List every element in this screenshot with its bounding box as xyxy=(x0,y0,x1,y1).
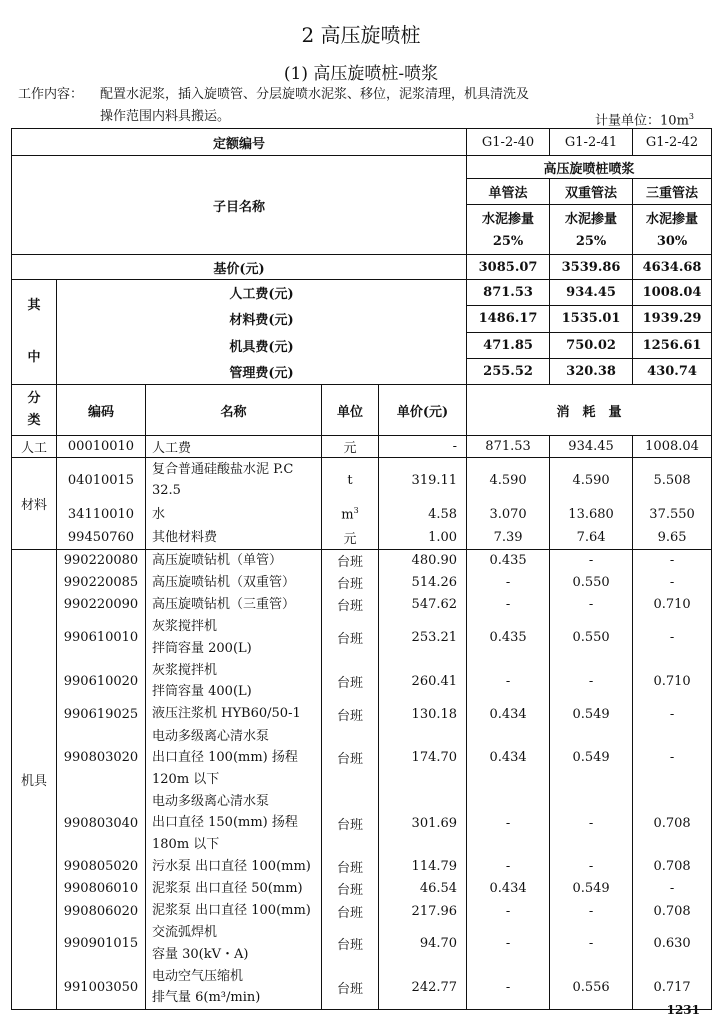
base-price-2: 3539.86 xyxy=(550,255,633,280)
among-label xyxy=(12,280,57,385)
machinery-value-2: - xyxy=(550,659,633,703)
machinery-value-3: - xyxy=(633,616,712,660)
machinery-price: 46.54 xyxy=(379,878,467,900)
machinery-name xyxy=(146,550,322,572)
mix-label-3: 水泥掺量 xyxy=(633,205,712,230)
machinery-value-3: 0.710 xyxy=(633,594,712,616)
unit-label: 计量单位：10m xyxy=(595,113,689,129)
machinery-unit: 台班 xyxy=(322,550,379,572)
col-category-top: 分 xyxy=(27,391,41,406)
labor-name: 人工费 xyxy=(146,436,322,458)
machinery-name-line: 电动多级离心清水泵 xyxy=(152,728,270,744)
machinery-value-2: - xyxy=(550,856,633,878)
material-unit-sup: 3 xyxy=(353,506,359,516)
machinery-value-1: - xyxy=(467,922,550,966)
machinery-name xyxy=(146,900,322,922)
among-label-bottom: 中 xyxy=(27,350,41,365)
machinery-value-2: 0.550 xyxy=(550,572,633,594)
quota-code-1: G1-2-40 xyxy=(467,129,550,156)
machinery-value-2: 0.549 xyxy=(550,725,633,790)
item-name-label: 子目名称 xyxy=(12,156,467,255)
machinery-price: 301.69 xyxy=(379,791,467,856)
machinery-code: 991003050 xyxy=(57,966,146,1010)
machinery-price: 547.62 xyxy=(379,594,467,616)
col-price: 单价(元) xyxy=(379,385,467,436)
mix-pct-3: 30% xyxy=(633,230,712,255)
machinery-value-3: - xyxy=(633,550,712,572)
labor-value-3: 1008.04 xyxy=(633,436,712,458)
material-code: 34110010 xyxy=(57,503,146,527)
machinery-code: 990803040 xyxy=(57,791,146,856)
machinery-value-1: - xyxy=(467,659,550,703)
fee-label-machinery: 机具费(元) xyxy=(57,332,467,358)
machinery-value-3: - xyxy=(633,572,712,594)
fee-management-3: 430.74 xyxy=(633,358,712,384)
machinery-value-3: 0.630 xyxy=(633,922,712,966)
among-label-top: 其 xyxy=(27,298,41,313)
machinery-value-2: 0.556 xyxy=(550,966,633,1010)
machinery-name xyxy=(146,922,322,966)
machinery-value-3: 0.710 xyxy=(633,659,712,703)
labor-category: 人工 xyxy=(12,436,57,458)
labor-value-2: 934.45 xyxy=(550,436,633,458)
machinery-unit: 台班 xyxy=(322,878,379,900)
machinery-code: 990220080 xyxy=(57,550,146,572)
machinery-name-line: 高压旋喷钻机（双重管） xyxy=(152,574,296,590)
material-unit xyxy=(322,526,379,550)
machinery-value-3: - xyxy=(633,703,712,725)
unit-sup: 3 xyxy=(688,112,694,121)
machinery-price: 242.77 xyxy=(379,966,467,1010)
machinery-value-1: - xyxy=(467,594,550,616)
machinery-name xyxy=(146,703,322,725)
material-code: 04010015 xyxy=(57,458,146,503)
group-title: 高压旋喷桩喷浆 xyxy=(467,156,712,179)
machinery-name xyxy=(146,616,322,660)
machinery-name-line: 高压旋喷钻机（单管） xyxy=(152,553,283,569)
material-value-2: 7.64 xyxy=(550,526,633,550)
machinery-name-line: 高压旋喷钻机（三重管） xyxy=(152,596,296,612)
material-name-line: 复合普通硅酸盐水泥 P.C xyxy=(152,461,294,477)
machinery-value-1: 0.434 xyxy=(467,725,550,790)
machinery-price: 514.26 xyxy=(379,572,467,594)
machinery-name xyxy=(146,572,322,594)
machinery-value-2: - xyxy=(550,594,633,616)
material-unit-text: t xyxy=(347,472,353,488)
material-value-3: 37.550 xyxy=(633,503,712,527)
material-unit xyxy=(322,458,379,503)
machinery-value-1: 0.434 xyxy=(467,703,550,725)
fee-labor-3: 1008.04 xyxy=(633,280,712,306)
machinery-unit: 台班 xyxy=(322,616,379,660)
material-unit-text: 元 xyxy=(343,532,357,547)
subsection-title: (1) 高压旋喷桩-喷浆 xyxy=(283,64,439,84)
fee-label-material: 材料费(元) xyxy=(57,306,467,332)
quota-no-label: 定额编号 xyxy=(12,129,467,156)
machinery-value-1: - xyxy=(467,791,550,856)
machinery-name-line: 电动多级离心清水泵 xyxy=(152,793,270,809)
machinery-name xyxy=(146,791,322,856)
machinery-value-2: - xyxy=(550,791,633,856)
mix-pct-2: 25% xyxy=(550,230,633,255)
fee-label-labor: 人工费(元) xyxy=(57,280,467,306)
machinery-code: 990806020 xyxy=(57,900,146,922)
machinery-code: 990805020 xyxy=(57,856,146,878)
mix-label-1: 水泥掺量 xyxy=(467,205,550,230)
machinery-value-3: 0.708 xyxy=(633,791,712,856)
labor-code: 00010010 xyxy=(57,436,146,458)
machinery-code: 990610010 xyxy=(57,616,146,660)
quota-table xyxy=(11,128,712,1010)
quota-code-3: G1-2-42 xyxy=(633,129,712,156)
fee-labor-2: 934.45 xyxy=(550,280,633,306)
fee-machinery-2: 750.02 xyxy=(550,332,633,358)
machinery-name-line: 180m 以下 xyxy=(152,836,220,852)
method-3: 三重管法 xyxy=(633,179,712,205)
col-name: 名称 xyxy=(146,385,322,436)
machinery-unit: 台班 xyxy=(322,900,379,922)
machinery-unit: 台班 xyxy=(322,572,379,594)
machinery-value-2: 0.549 xyxy=(550,878,633,900)
fee-machinery-3: 1256.61 xyxy=(633,332,712,358)
material-name xyxy=(146,503,322,527)
machinery-price: 480.90 xyxy=(379,550,467,572)
col-consumption: 消 耗 量 xyxy=(467,385,712,436)
material-value-2: 4.590 xyxy=(550,458,633,503)
machinery-name-line: 容量 30(kV・A) xyxy=(152,946,249,962)
machinery-name-line: 污水泵 出口直径 100(mm) xyxy=(152,859,311,875)
material-price: 1.00 xyxy=(379,526,467,550)
machinery-name-line: 灰浆搅拌机 xyxy=(152,619,218,635)
material-unit-text: m xyxy=(341,507,354,523)
labor-value-1: 871.53 xyxy=(467,436,550,458)
col-category-bottom: 类 xyxy=(27,413,41,428)
material-value-3: 5.508 xyxy=(633,458,712,503)
machinery-name-line: 液压注浆机 HYB60/50-1 xyxy=(152,706,301,722)
fee-labor-1: 871.53 xyxy=(467,280,550,306)
machinery-unit: 台班 xyxy=(322,725,379,790)
machinery-value-1: - xyxy=(467,966,550,1010)
machinery-code: 990806010 xyxy=(57,878,146,900)
machinery-price: 217.96 xyxy=(379,900,467,922)
material-name-line: 水 xyxy=(152,506,166,522)
material-value-1: 3.070 xyxy=(467,503,550,527)
machinery-price: 130.18 xyxy=(379,703,467,725)
machinery-price: 94.70 xyxy=(379,922,467,966)
fee-material-2: 1535.01 xyxy=(550,306,633,332)
material-value-1: 4.590 xyxy=(467,458,550,503)
machinery-code: 990220085 xyxy=(57,572,146,594)
material-name-line: 其他材料费 xyxy=(152,529,218,545)
labor-price: - xyxy=(379,436,467,458)
labor-unit: 元 xyxy=(322,436,379,458)
machinery-unit: 台班 xyxy=(322,659,379,703)
material-value-3: 9.65 xyxy=(633,526,712,550)
work-content xyxy=(18,84,529,128)
machinery-value-3: 0.708 xyxy=(633,900,712,922)
machinery-name-line: 拌筒容量 200(L) xyxy=(152,640,252,656)
machinery-name xyxy=(146,725,322,790)
work-content-line2: 操作范围内料具搬运。 xyxy=(100,109,231,124)
material-price: 4.58 xyxy=(379,503,467,527)
machinery-name-line: 电动空气压缩机 xyxy=(152,968,244,984)
machinery-name-line: 交流弧焊机 xyxy=(152,925,218,941)
col-category xyxy=(12,385,57,436)
material-value-2: 13.680 xyxy=(550,503,633,527)
fee-management-2: 320.38 xyxy=(550,358,633,384)
machinery-price: 260.41 xyxy=(379,659,467,703)
machinery-price: 174.70 xyxy=(379,725,467,790)
method-1: 单管法 xyxy=(467,179,550,205)
machinery-price: 114.79 xyxy=(379,856,467,878)
machinery-code: 990619025 xyxy=(57,703,146,725)
machinery-unit: 台班 xyxy=(322,703,379,725)
col-code: 编码 xyxy=(57,385,146,436)
material-unit xyxy=(322,503,379,527)
machinery-name-line: 出口直径 100(mm) 扬程 xyxy=(152,750,298,766)
machinery-unit: 台班 xyxy=(322,791,379,856)
material-value-1: 7.39 xyxy=(467,526,550,550)
fee-material-1: 1486.17 xyxy=(467,306,550,332)
machinery-code: 990901015 xyxy=(57,922,146,966)
quota-code-2: G1-2-41 xyxy=(550,129,633,156)
base-price-label: 基价(元) xyxy=(12,255,467,280)
machinery-value-2: - xyxy=(550,922,633,966)
machinery-code: 990220090 xyxy=(57,594,146,616)
machinery-name-line: 拌筒容量 400(L) xyxy=(152,684,252,700)
machinery-value-2: - xyxy=(550,900,633,922)
machinery-name xyxy=(146,966,322,1010)
material-code: 99450760 xyxy=(57,526,146,550)
material-name xyxy=(146,458,322,503)
col-unit: 单位 xyxy=(322,385,379,436)
machinery-value-1: 0.435 xyxy=(467,616,550,660)
mix-pct-1: 25% xyxy=(467,230,550,255)
machinery-value-2: - xyxy=(550,550,633,572)
work-content-label: 工作内容： xyxy=(18,87,84,102)
machinery-value-3: - xyxy=(633,878,712,900)
machinery-code: 990610020 xyxy=(57,659,146,703)
machinery-value-1: - xyxy=(467,572,550,594)
machinery-value-1: 0.434 xyxy=(467,878,550,900)
page-number: 1231 xyxy=(666,1003,700,1017)
machinery-category: 机具 xyxy=(12,550,57,1010)
machinery-name-line: 120m 以下 xyxy=(152,771,220,787)
material-price: 319.11 xyxy=(379,458,467,503)
mix-label-2: 水泥掺量 xyxy=(550,205,633,230)
machinery-name xyxy=(146,659,322,703)
machinery-value-1: 0.435 xyxy=(467,550,550,572)
machinery-value-2: 0.550 xyxy=(550,616,633,660)
machinery-value-1: - xyxy=(467,900,550,922)
material-name xyxy=(146,526,322,550)
machinery-value-3: - xyxy=(633,725,712,790)
method-2: 双重管法 xyxy=(550,179,633,205)
machinery-value-3: 0.717 xyxy=(633,966,712,1010)
machinery-unit: 台班 xyxy=(322,594,379,616)
machinery-value-2: 0.549 xyxy=(550,703,633,725)
machinery-name-line: 灰浆搅拌机 xyxy=(152,662,218,678)
machinery-value-1: - xyxy=(467,856,550,878)
fee-machinery-1: 471.85 xyxy=(467,332,550,358)
machinery-name-line: 出口直径 150(mm) 扬程 xyxy=(152,815,298,831)
machinery-name-line: 泥浆泵 出口直径 50(mm) xyxy=(152,881,303,897)
fee-material-3: 1939.29 xyxy=(633,306,712,332)
machinery-price: 253.21 xyxy=(379,616,467,660)
material-category: 材料 xyxy=(12,458,57,550)
machinery-code: 990803020 xyxy=(57,725,146,790)
machinery-name-line: 排气量 6(m³/min) xyxy=(152,990,261,1006)
machinery-name xyxy=(146,856,322,878)
machinery-unit: 台班 xyxy=(322,922,379,966)
base-price-1: 3085.07 xyxy=(467,255,550,280)
work-content-line1: 配置水泥浆，插入旋喷管、分层旋喷水泥浆、移位，泥浆清理，机具清洗及 xyxy=(100,87,530,102)
machinery-name-line: 泥浆泵 出口直径 100(mm) xyxy=(152,903,311,919)
fee-management-1: 255.52 xyxy=(467,358,550,384)
machinery-name xyxy=(146,878,322,900)
base-price-3: 4634.68 xyxy=(633,255,712,280)
machinery-unit: 台班 xyxy=(322,856,379,878)
section-title: 2 高压旋喷桩 xyxy=(301,23,421,47)
machinery-name xyxy=(146,594,322,616)
machinery-value-3: 0.708 xyxy=(633,856,712,878)
material-name-line: 32.5 xyxy=(152,483,181,499)
fee-label-management: 管理费(元) xyxy=(57,358,467,384)
machinery-unit: 台班 xyxy=(322,966,379,1010)
